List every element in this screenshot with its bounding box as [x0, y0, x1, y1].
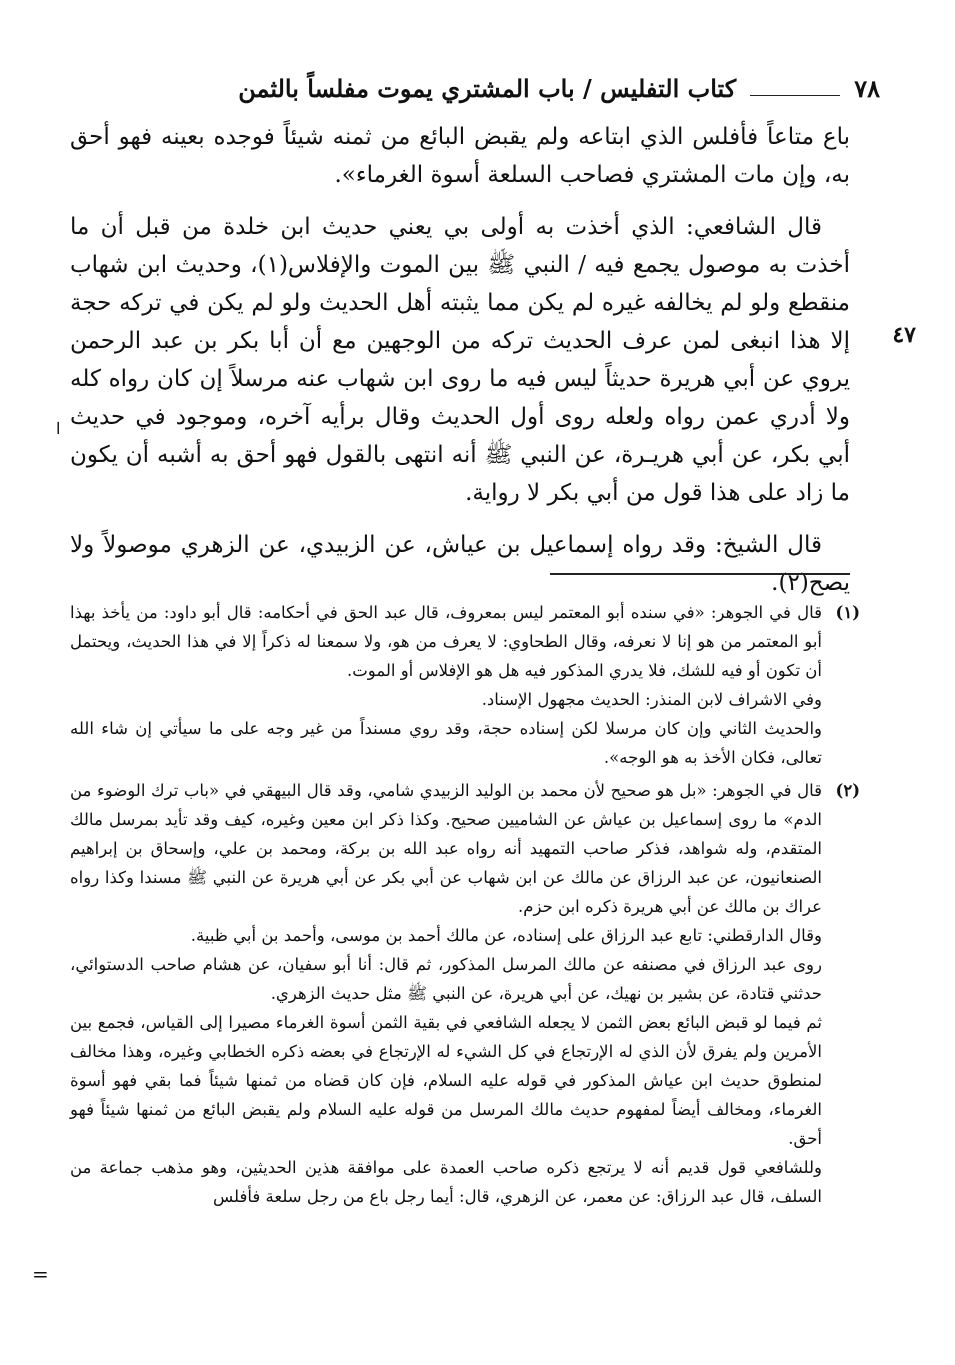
- footnote-paragraph: قال في الجوهر: «بل هو صحيح لأن محمد بن الوليد الزبيدي شامي، وقد قال البيهقي في «باب ترك الوضوء من الدم» ما روى إسماعيل بن عياش عن الشاميين صحيح. وكذا ذكر ابن معين وغيره، كيف وقد تأيد بمرسل مالك المتقدم، وله شواهد، فذكر صاحب التمهيد أنه رواه عبد الله بن بركة، ومحمد بن علي، وإسحاق بن إبراهيم الصنعانيون، عن عبد الرزاق عن مالك عن ابن شهاب عن أبي بكر عن أبي هريرة عن النبي ﷺ مسندا وكذا رواه عراك بن مالك عن أبي هريرة ذكره ابن حزم.: [70, 781, 822, 916]
- footnote-paragraph: قال في الجوهر: «في سنده أبو المعتمر ليس بمعروف، قال عبد الحق في أحكامه: قال أبو داود: من يأخذ بهذا أبو المعتمر من هو إنا لا نعرفه، وقال الطحاوي: لا يعرف من هو، ولا سمعنا له ذكراً إلا في هذا الحديث، ويحتمل أن تكون أو فيه للشك، فلا يدري المذكور فيه هل هو الإفلاس أو الموت.: [70, 603, 822, 680]
- footnotes: [70, 598, 860, 1215]
- header-rule: [750, 95, 840, 96]
- running-title: كتاب التفليس / باب المشتري يموت مفلساً بالثمن: [238, 74, 737, 103]
- page-header: [40, 68, 880, 104]
- paragraph-3: قال الشيخ: وقد رواه إسماعيل بن عياش، عن الزبيدي، عن الزهري موصولاً ولا يصح(٢).: [70, 532, 850, 596]
- footnote-paragraph: ثم فيما لو قبض البائع بعض الثمن لا يجعله الشافعي في بقية الثمن أسوة الغرماء مصيرا إلى القياس، فجمع بين الأمرين ولم يفرق لأن الذي له الإرتجاع في كل الشيء له الإرتجاع في بعضه ذكره الخطابي وغيره، وهذا مخالف لمنطوق حديث ابن عياش المذكور في قوله عليه السلام، فإن كان قضاه من ثمنها شيئاً فما بقي فهو أسوة الغرماء، ومخالف أيضاً لمفهوم حديث مالك المرسل من قوله عليه السلام ولم يقبض البائع من ثمنها شيئاً فهو أحق.: [70, 1013, 822, 1148]
- margin-mark: ا: [56, 419, 61, 438]
- footnote-1: [70, 598, 860, 772]
- page-number: ٧٨: [854, 74, 880, 103]
- footnote-paragraph: وفي الاشراف لابن المنذر: الحديث مجهول الإسناد.: [481, 690, 822, 709]
- main-text: [56, 118, 916, 616]
- paragraph-1: باع متاعاً فأفلس الذي ابتاعه ولم يقبض البائع من ثمنه شيئاً فوجده بعينه فهو أحق به، وإن مات المشتري فصاحب السلعة أسوة الغرماء».: [70, 124, 850, 188]
- footnote-paragraph: وقال الدارقطني: تابع عبد الرزاق على إسناده، عن مالك أحمد بن موسى، وأحمد بن أبي ظبية.: [190, 926, 822, 945]
- paragraph-2: قال الشافعي: الذي أخذت به أولى بي يعني حديث ابن خلدة من قبل أن ما أخذت به موصول يجمع فيه / النبي ﷺ بين الموت والإفلاس(١)، وحديث ابن شهاب منقطع ولو لم يخالفه غيره لم يكن مما يثبته أهل الحديث ولو لم يكن في تركه حجة إلا هذا انبغى لمن عرف الحديث تركه من الوجهين مع أن أبا بكر بن عبد الرحمن يروي عن أبي هريرة حديثاً ليس فيه ما روى ابن شهاب عنه مرسلاً إن كان رواه كله ولا أدري عمن رواه ولعله روى أول الحديث وقال برأيه آخره، وموجود في حديث أبي بكر، عن أبي هريـرة، عن النبي ﷺ أنه انتهى بالقول فهو أحق به أشبه أن يكون ما زاد على هذا قول من أبي بكر لا رواية.: [70, 214, 851, 506]
- footnote-number: (١): [835, 603, 860, 622]
- continuation-mark: =: [32, 1262, 49, 1286]
- footnote-body: [70, 776, 822, 1211]
- footnote-paragraph: وللشافعي قول قديم أنه لا يرتجع ذكره صاحب العمدة على موافقة هذين الحديثين، وهو مذهب جماعة من السلف، قال عبد الرزاق: عن معمر، عن الزهري، قال: أيما رجل باع من رجل سلعة فأفلس: [70, 1158, 822, 1206]
- footnote-separator: [550, 573, 850, 575]
- footnote-2: [70, 776, 860, 1211]
- footnote-body: [70, 598, 822, 772]
- book-page: [32, 50, 916, 1320]
- footnote-paragraph: روى عبد الرزاق في مصنفه عن مالك المرسل المذكور، ثم قال: أنا أبو سفيان، عن هشام صاحب الدستوائي، حدثني قتادة، عن بشير بن نهيك، عن أبي هريرة، عن النبي ﷺ مثل حديث الزهري.: [70, 955, 822, 1003]
- margin-page-number: ٤٧: [892, 322, 916, 348]
- footnote-number: (٢): [835, 781, 860, 800]
- footnote-paragraph: والحديث الثاني وإن كان مرسلا لكن إسناده حجة، وقد روي مسنداً من غير وجه على ما سيأتي إن شاء الله تعالى، فكان الأخذ به هو الوجه».: [70, 719, 822, 767]
